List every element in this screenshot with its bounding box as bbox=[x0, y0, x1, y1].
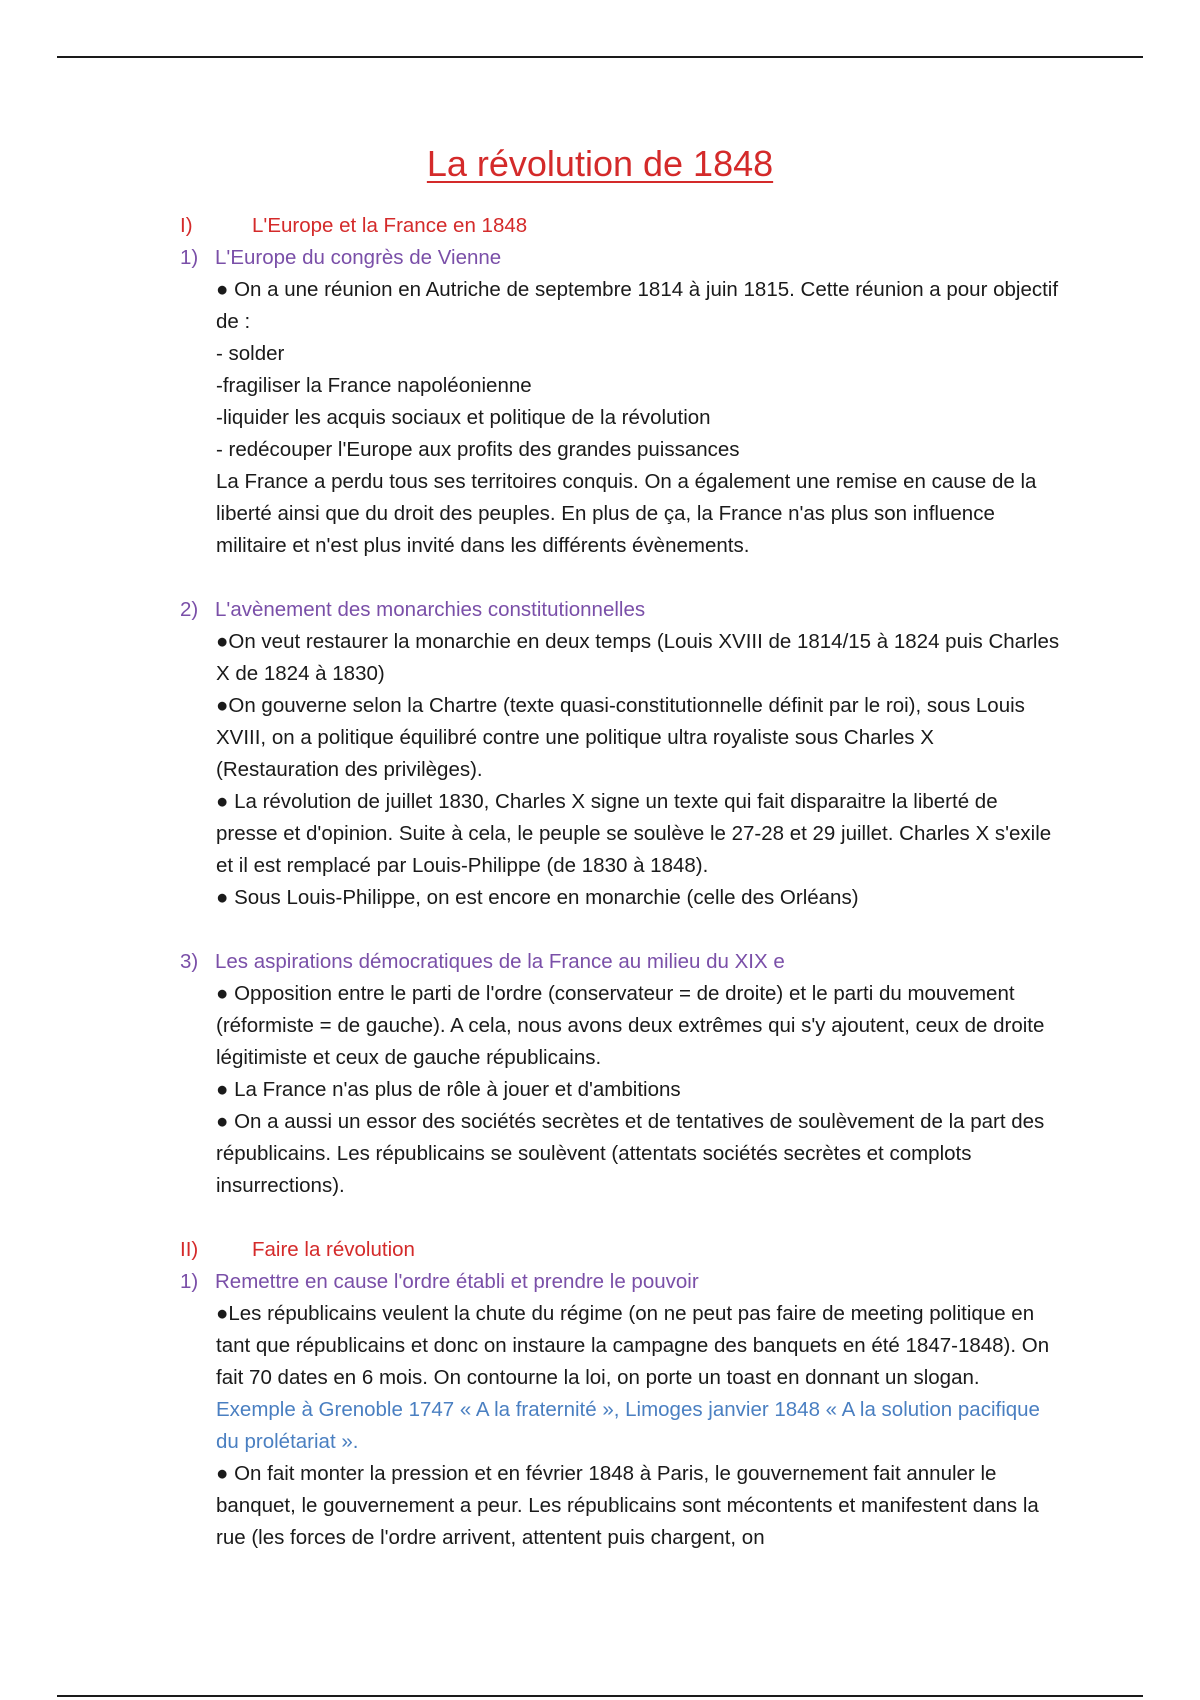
subsection-heading-1-3 bbox=[180, 946, 1060, 978]
paragraph: ● La révolution de juillet 1830, Charles X signe un texte qui fait disparaitre la liberté de presse et d'opinion. Suite à cela, le peuple se soulève le 27-28 et 29 juillet. Charles X s'exile et il est remplacé par Louis-Philippe (de 1830 à 1848). bbox=[216, 790, 1052, 877]
paragraph bbox=[216, 1298, 1060, 1458]
list-item: -fragiliser la France napoléonienne bbox=[216, 374, 532, 397]
paragraph: ● On fait monter la pression et en février 1848 à Paris, le gouvernement fait annuler le banquet, le gouvernement a peur. Les républicains sont mécontents et manifestent dans la rue (les forces de l'ordre arrivent, attentent puis chargent, on bbox=[216, 1462, 1039, 1549]
subsection-number: 1) bbox=[180, 246, 199, 269]
paragraph: La France a perdu tous ses territoires conquis. On a également une remise en cause de la liberté ainsi que du droit des peuples. En plus de ça, la France n'as plus son influence militaire et n'est plus invité dans les différents évènements. bbox=[216, 470, 1037, 557]
document-body bbox=[180, 210, 1060, 1554]
paragraph: ● On a aussi un essor des sociétés secrètes et de tentatives de soulèvement de la part des républicains. Les républicains se soulèvent (attentats sociétés secrètes et complots insurrections). bbox=[216, 1110, 1045, 1197]
subsection-number: 2) bbox=[180, 598, 199, 621]
example-text: Exemple à Grenoble 1747 « A la fraternité », Limoges janvier 1848 « A la solution pacifique du prolétariat ». bbox=[216, 1398, 1040, 1453]
paragraph: ● La France n'as plus de rôle à jouer et d'ambitions bbox=[216, 1078, 681, 1101]
subsection-title: Les aspirations démocratiques de la France au milieu du XIX e bbox=[215, 950, 785, 973]
subsection-title: L'Europe du congrès de Vienne bbox=[215, 246, 502, 269]
subsection-heading-1-2 bbox=[180, 594, 1060, 626]
paragraph: ● Opposition entre le parti de l'ordre (conservateur = de droite) et le parti du mouvement (réformiste = de gauche). A cela, nous avons deux extrêmes qui s'y ajoutent, ceux de droite légitimiste et ceux de gauche républicains. bbox=[216, 982, 1045, 1069]
paragraph: ●On gouverne selon la Chartre (texte quasi-constitutionnelle définit par le roi), sous Louis XVIII, on a politique équilibré contre une politique ultra royaliste sous Charles X (Restauration des privilèges). bbox=[216, 694, 1025, 781]
section-number: II) bbox=[180, 1238, 199, 1261]
subsection-number: 1) bbox=[180, 1270, 199, 1293]
list-item: - solder bbox=[216, 342, 285, 365]
section-heading-2 bbox=[180, 1234, 1060, 1266]
list-item: - redécouper l'Europe aux profits des grandes puissances bbox=[216, 438, 740, 461]
list-item: -liquider les acquis sociaux et politique de la révolution bbox=[216, 406, 711, 429]
paragraph-text: ●Les républicains veulent la chute du régime (on ne peut pas faire de meeting politique en tant que républicains et donc on instaure la campagne des banquets en été 1847-1848). On fait 70 dates en 6 mois. On contourne la loi, on porte un toast en donnant un slogan. bbox=[216, 1302, 1050, 1389]
subsection-title: Remettre en cause l'ordre établi et prendre le pouvoir bbox=[215, 1270, 699, 1293]
paragraph: ●On veut restaurer la monarchie en deux temps (Louis XVIII de 1814/15 à 1824 puis Charles X de 1824 à 1830) bbox=[216, 630, 1060, 685]
subsection-title: L'avènement des monarchies constitutionnelles bbox=[215, 598, 646, 621]
section-heading-1 bbox=[180, 210, 1060, 242]
subsection-body-2-1 bbox=[180, 1298, 1060, 1554]
section-title: Faire la révolution bbox=[252, 1238, 415, 1261]
section-title: L'Europe et la France en 1848 bbox=[252, 214, 528, 237]
subsection-body-1-3 bbox=[180, 978, 1060, 1202]
header-rule bbox=[57, 56, 1143, 58]
subsection-heading-1-1 bbox=[180, 242, 1060, 274]
footer-rule bbox=[57, 1695, 1143, 1697]
paragraph: ● On a une réunion en Autriche de septembre 1814 à juin 1815. Cette réunion a pour objectif de : bbox=[216, 278, 1059, 333]
subsection-number: 3) bbox=[180, 950, 199, 973]
subsection-body-1-1 bbox=[180, 274, 1060, 562]
section-number: I) bbox=[180, 214, 193, 237]
page-title: La révolution de 1848 bbox=[426, 143, 774, 184]
paragraph: ● Sous Louis-Philippe, on est encore en monarchie (celle des Orléans) bbox=[216, 886, 859, 909]
subsection-heading-2-1 bbox=[180, 1266, 1060, 1298]
subsection-body-1-2 bbox=[180, 626, 1060, 914]
